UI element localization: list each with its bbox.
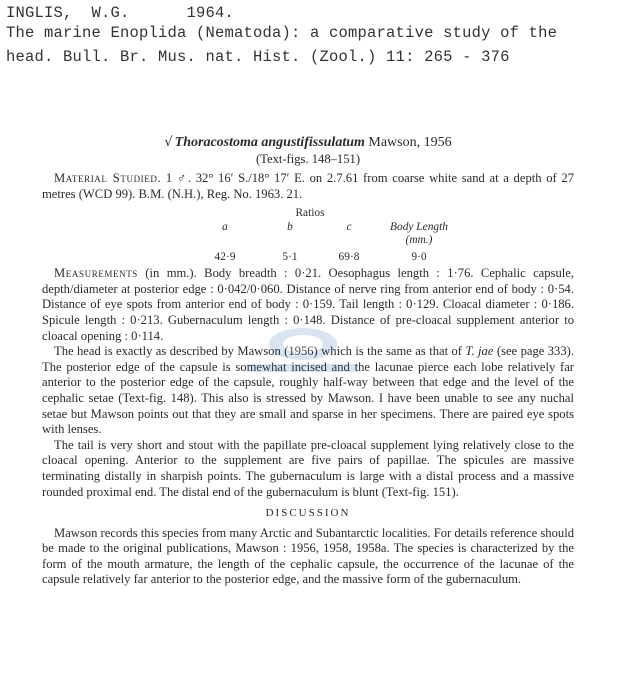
ratio-value-b: 5·1: [282, 251, 298, 264]
ratio-value-c: 69·8: [338, 251, 360, 264]
ratio-value-body-length: 9·0: [411, 251, 427, 264]
species-title: [42, 134, 574, 151]
head-text-end: (see page 333). The posterior edge of the capsule is somewhat incised and the lacunae pierce each lobe relatively far anterior to the posterior edge of the capsule, roughly half-way between that edge and the level of the cephalic setae (Text-fig. 148). This also is stressed by Mawson. I have been unable to see any nuchal setae but Mawson points out that they are small and sparse in her specimens. There are paired eye spots with lenses.: [42, 344, 574, 437]
ratio-header-body-length: Body Length: [390, 221, 448, 234]
discussion-heading: DISCUSSION: [265, 507, 351, 520]
ratio-header-c: c: [346, 221, 352, 234]
text-figs-reference: (Text-figs. 148–151): [255, 152, 361, 166]
head-text-start: The head is exactly as described by Mawson (1956) which is the same as that of: [54, 344, 466, 359]
ratio-header-unit: (mm.): [405, 234, 433, 247]
material-text: 1 ♂. 32° 16′ S./18° 17′ E. on 2.7.61 from coarse white sand at a depth of 27 metres (WCD 99). B.M. (N.H.), Reg. No. 1963. 21.: [42, 171, 574, 201]
discussion-paragraph: Mawson records this species from many Arctic and Subantarctic localities. For details reference should be made to the original publications, Mawson : 1956, 1958, 1958a. The species is characterized by the form of the mouth armature, the length of the cephalic capsule, the occurrence of the lacunae of the capsule relatively far anterior to the posterior edge, and the massive form of the gubernaculum.: [42, 525, 574, 587]
ratios-caption: Ratios: [295, 207, 325, 220]
ratio-header-a: a: [222, 221, 228, 234]
material-studied-paragraph: [42, 171, 574, 202]
species-name: Thoracostoma angustifissulatum: [174, 135, 365, 150]
typed-citation-line-3: head. Bull. Br. Mus. nat. Hist. (Zool.) 11: 265 - 376: [6, 48, 510, 66]
measurements-label: Measurements: [54, 266, 138, 281]
measurements-paragraph: [42, 266, 574, 344]
species-abbrev: T. jae: [465, 344, 494, 359]
head-description-paragraph: [42, 344, 574, 438]
material-label: Material Studied.: [54, 171, 162, 185]
measurements-text: (in mm.). Body breadth : 0·21. Oesophagus length : 1·76. Cephalic capsule, depth/diameter at posterior edge : 0·042/0·060. Distance of nerve ring from anterior end of body : 0·54. Distance of eye spots from anterior end of body : 0·159. Tail length : 0·129. Cloacal diameter : 0·186. Spicule length : 0·213. Gubernaculum length : 0·148. Distance of pre-cloacal supplement anterior to cloacal opening : 0·114.: [42, 266, 574, 343]
tail-description-paragraph: The tail is very short and stout with the papillate pre-cloacal supplement lying relatively close to the cloacal opening. Anterior to the supplement are five pairs of papillae. The spicules are massive terminating distally in sharpish points. The gubernaculum is large with a distal process and a massive rounded proximal end. The distal end of the gubernaculum is blunt (Text-fig. 151).: [42, 437, 574, 499]
ratio-value-a: 42·9: [214, 251, 236, 264]
article-page: [42, 130, 574, 696]
typed-citation-line-2: The marine Enoplida (Nematoda): a comparative study of the: [6, 24, 558, 42]
species-authority: Mawson, 1956: [364, 135, 452, 150]
ratios-table: [42, 202, 574, 266]
ratio-header-b: b: [287, 221, 293, 234]
typed-citation-line-1: INGLIS, W.G. 1964.: [6, 4, 235, 22]
check-mark-icon: √: [164, 135, 173, 150]
